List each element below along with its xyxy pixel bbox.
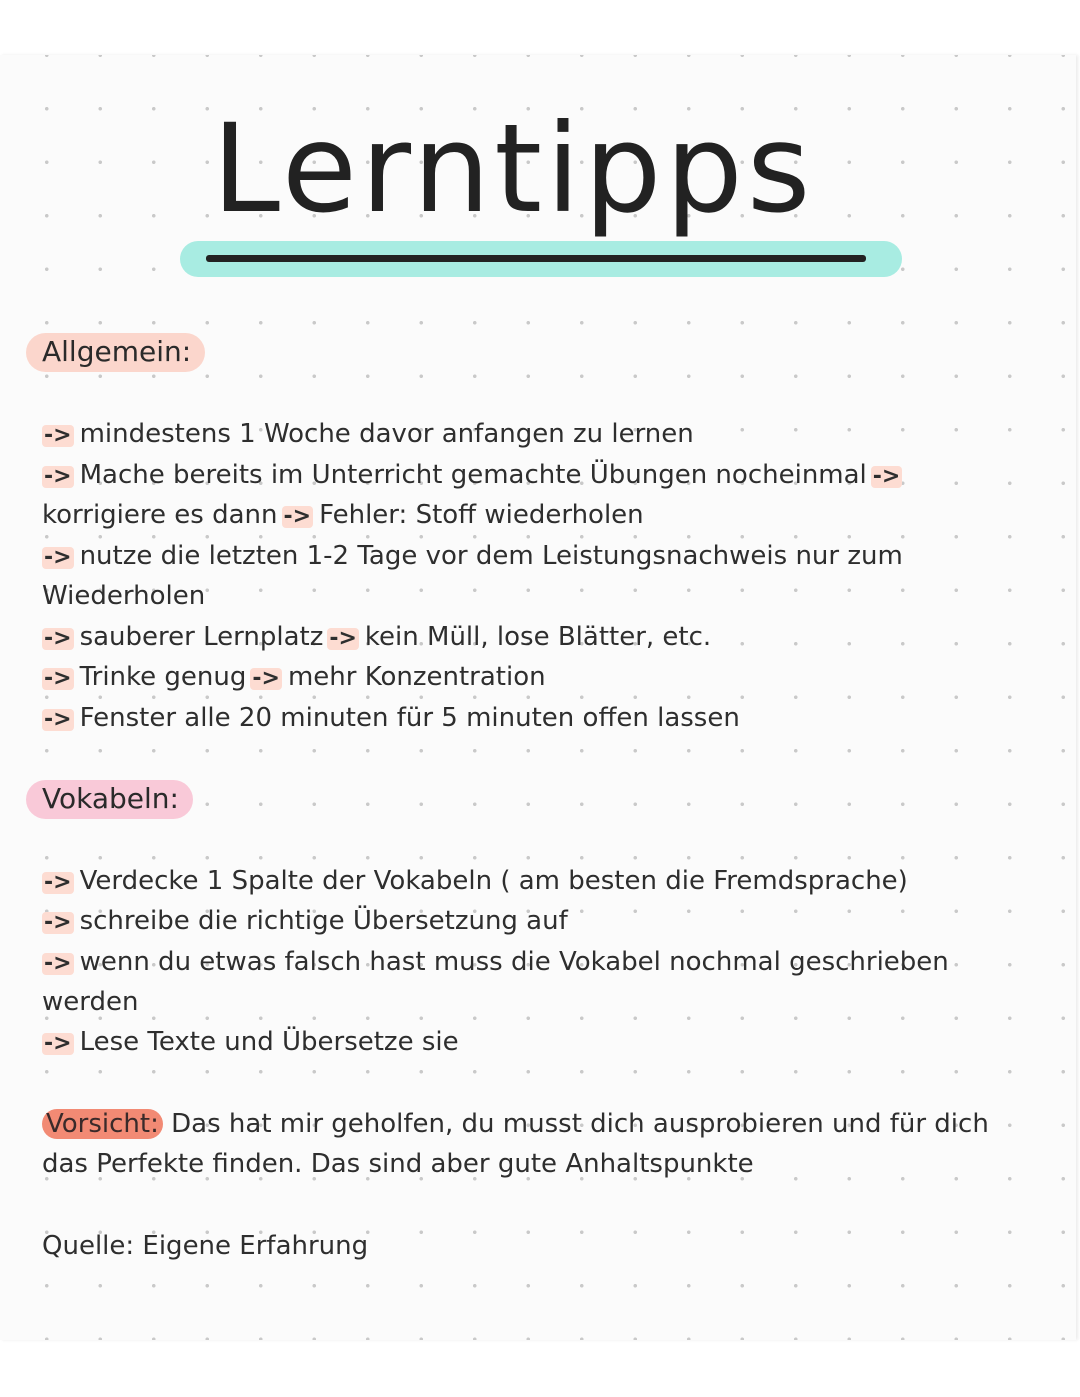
arrow-icon: ->	[44, 545, 72, 570]
list-item: -> wenn du etwas falsch hast muss die Vokabel nochmal geschrieben	[44, 947, 949, 977]
arrow-icon: ->	[44, 1031, 72, 1056]
arrow-icon: ->	[44, 626, 72, 651]
title-underline	[206, 255, 866, 262]
list-item: -> sauberer Lernplatz -> kein Müll, lose Blätter, etc.	[44, 622, 712, 652]
arrow-icon: ->	[283, 504, 312, 529]
vorsicht-note-continued: das Perfekte finden. Das sind aber gute Anhaltspunkte	[42, 1149, 754, 1179]
list-item: -> Trinke genug -> mehr Konzentration	[44, 662, 546, 692]
arrow-icon: ->	[44, 707, 72, 732]
arrow-icon: ->	[44, 464, 72, 489]
list-item-continued: Wiederholen	[42, 581, 206, 611]
list-item: -> Mache bereits im Unterricht gemachte Übungen nocheinmal ->	[44, 460, 901, 490]
arrow-icon: ->	[44, 910, 72, 935]
arrow-icon: ->	[44, 666, 72, 691]
list-item: -> nutze die letzten 1-2 Tage vor dem Leistungsnachweis nur zum	[44, 541, 903, 571]
vorsicht-label: Vorsicht:	[42, 1109, 163, 1139]
arrow-icon: ->	[44, 870, 72, 895]
arrow-icon: ->	[44, 951, 72, 976]
arrow-icon: ->	[252, 666, 280, 691]
list-item-continued: werden	[42, 987, 139, 1017]
list-item: -> Verdecke 1 Spalte der Vokabeln ( am besten die Fremdsprache)	[44, 866, 908, 896]
arrow-icon: ->	[872, 464, 901, 489]
heading-vokabeln: Vokabeln:	[26, 780, 193, 819]
list-item: -> Lese Texte und Übersetze sie	[44, 1027, 459, 1057]
arrow-icon: ->	[44, 423, 72, 448]
list-item: -> schreibe die richtige Übersetzung auf	[44, 906, 568, 936]
arrow-icon: ->	[329, 626, 357, 651]
list-item: -> Fenster alle 20 minuten für 5 minuten offen lassen	[44, 703, 740, 733]
list-item: -> mindestens 1 Woche davor anfangen zu lernen	[44, 419, 694, 449]
page-title: Lerntipps	[212, 98, 815, 240]
vorsicht-note: Vorsicht: Das hat mir geholfen, du musst dich ausprobieren und für dich	[42, 1111, 989, 1137]
heading-allgemein: Allgemein:	[26, 333, 205, 372]
source-note: Quelle: Eigene Erfahrung	[42, 1231, 369, 1261]
list-item-continued: korrigiere es dann -> Fehler: Stoff wiederholen	[42, 500, 644, 530]
